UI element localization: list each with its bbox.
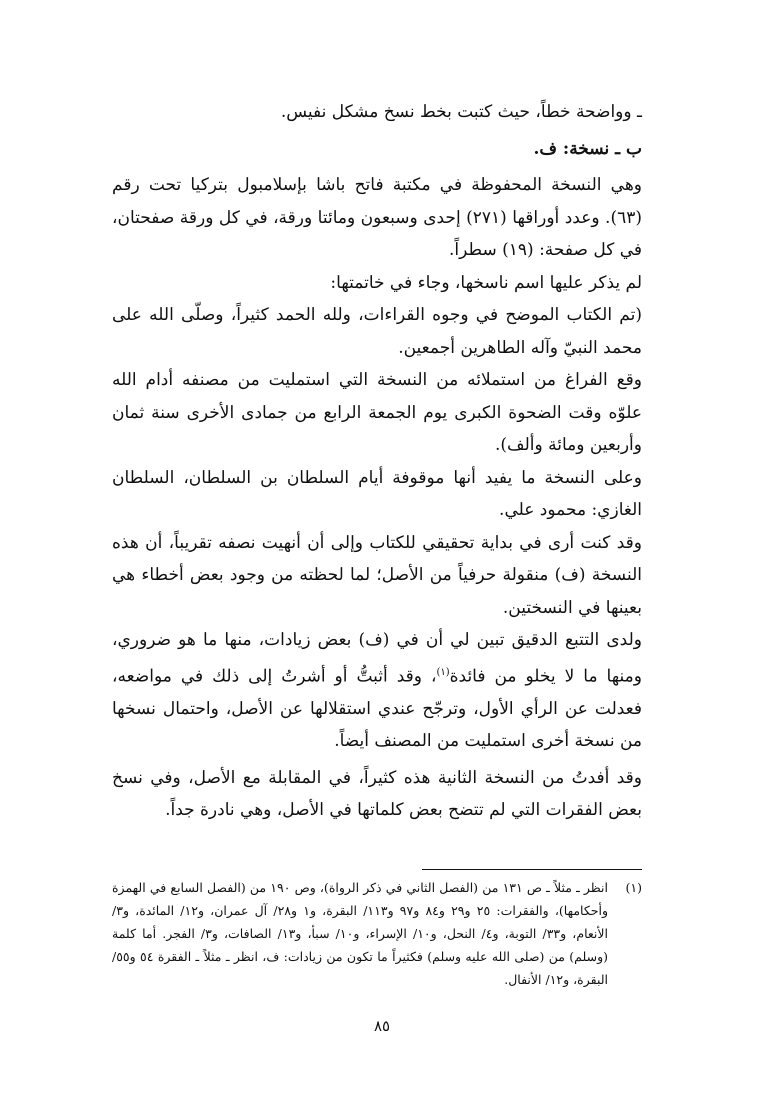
section-subheading: ب ـ نسخة: ف. (533, 138, 642, 159)
main-text (112, 96, 642, 827)
paragraph-completion: وقع الفراغ من استملائه من النسخة التي استمليت من مصنفه أدام الله علوّه وقت الضحوة الكبرى يوم الجمعة الرابع من جمادى الأخرى سنة ثمان وأربعين ومائة وألف). (112, 370, 642, 455)
footnote-item (112, 876, 642, 991)
additions-text-start: ولدى التتبع الدقيق تبين لي أن في (ف) بعض زيادات، منها ما هو ضروري، ومنها ما لا يخلو من فائدة (112, 630, 642, 687)
additions-text-end: ، وقد أثبتُّ أو أشرتُ إلى ذلك في مواضعه، فعدلت عن الرأي الأول، وترجّح عندي استقلالها عن الأصل، واحتمال نسخها من نسخة أخرى استمليت من المصنف أيضاً. (112, 666, 642, 752)
footnotes (112, 876, 642, 991)
paragraph-initial-view: وقد كنت أرى في بداية تحقيقي للكتاب وإلى أن أنهيت نصفه تقريباً، أن هذه النسخة (ف) منقولة حرفياً من الأصل؛ لما لحظته من وجود بعض أخطاء هي بعينها في النسختين. (112, 532, 642, 618)
footnote-separator (422, 869, 642, 870)
paragraph-copyist: لم يذكر عليها اسم ناسخها، وجاء في خاتمتها: (330, 272, 642, 293)
footnote-number: (١) (625, 880, 642, 895)
footnote-marker: (١) (436, 666, 450, 678)
page-number: ٨٥ (373, 1017, 391, 1035)
paragraph-manuscript-description: وهي النسخة المحفوظة في مكتبة فاتح باشا بإسلامبول بتركيا تحت رقم (٦٣). وعدد أوراقها (٢٧١) إحدى وسبعون ومائتا ورقة، في كل ورقة صفحتان، في كل صفحة: (١٩) سطراً. (112, 175, 642, 260)
paragraph-benefit: وقد أفدتُ من النسخة الثانية هذه كثيراً، في المقابلة مع الأصل، وفي نسخ بعض الفقرات التي لم تتضح بعض كلماتها في الأصل، وهي نادرة جداً. (112, 767, 642, 821)
paragraph-colophon: (تم الكتاب الموضح في وجوه القراءات، ولله الحمد كثيراً، وصلّى الله على محمد النبيّ وآله الطاهرين أجمعين. (112, 305, 642, 358)
intro-line: ـ وواضحة خطاً، حيث كتبت بخط نسخ مشكل نفيس. (280, 102, 642, 122)
paragraph-additions (112, 624, 642, 758)
footnote-text: انظر ـ مثلاً ـ ص ١٣١ من (الفصل الثاني في ذكر الرواة)، وص ١٩٠ من (الفصل السابع في الهمزة وأحكامها)، والفقرات: ٢٥ و٢٩ و٨٤ و٩٧ و١١٣/ البقرة، و١ و٢٨/ آل عمران، و١٢/ المائدة، و٣/ الأنعام، و٣٣/ التوبة، و٤/ النحل، و١٠/ الإسراء، و١٠/ سبأ، و١٣/ الصافات، و٣/ الفجر. أما كلمة (وسلم) من (صلى الله عليه وسلم) فكثيراً ما تكون من زيادات: ف، انظر ـ مثلاً ـ الفقرة ٥٤ و٥٥/ البقرة، و١٢/ الأنفال. (112, 880, 608, 987)
paragraph-endowment: وعلى النسخة ما يفيد أنها موقوفة أيام السلطان بن السلطان، السلطان الغازي: محمود علي. (112, 467, 642, 520)
